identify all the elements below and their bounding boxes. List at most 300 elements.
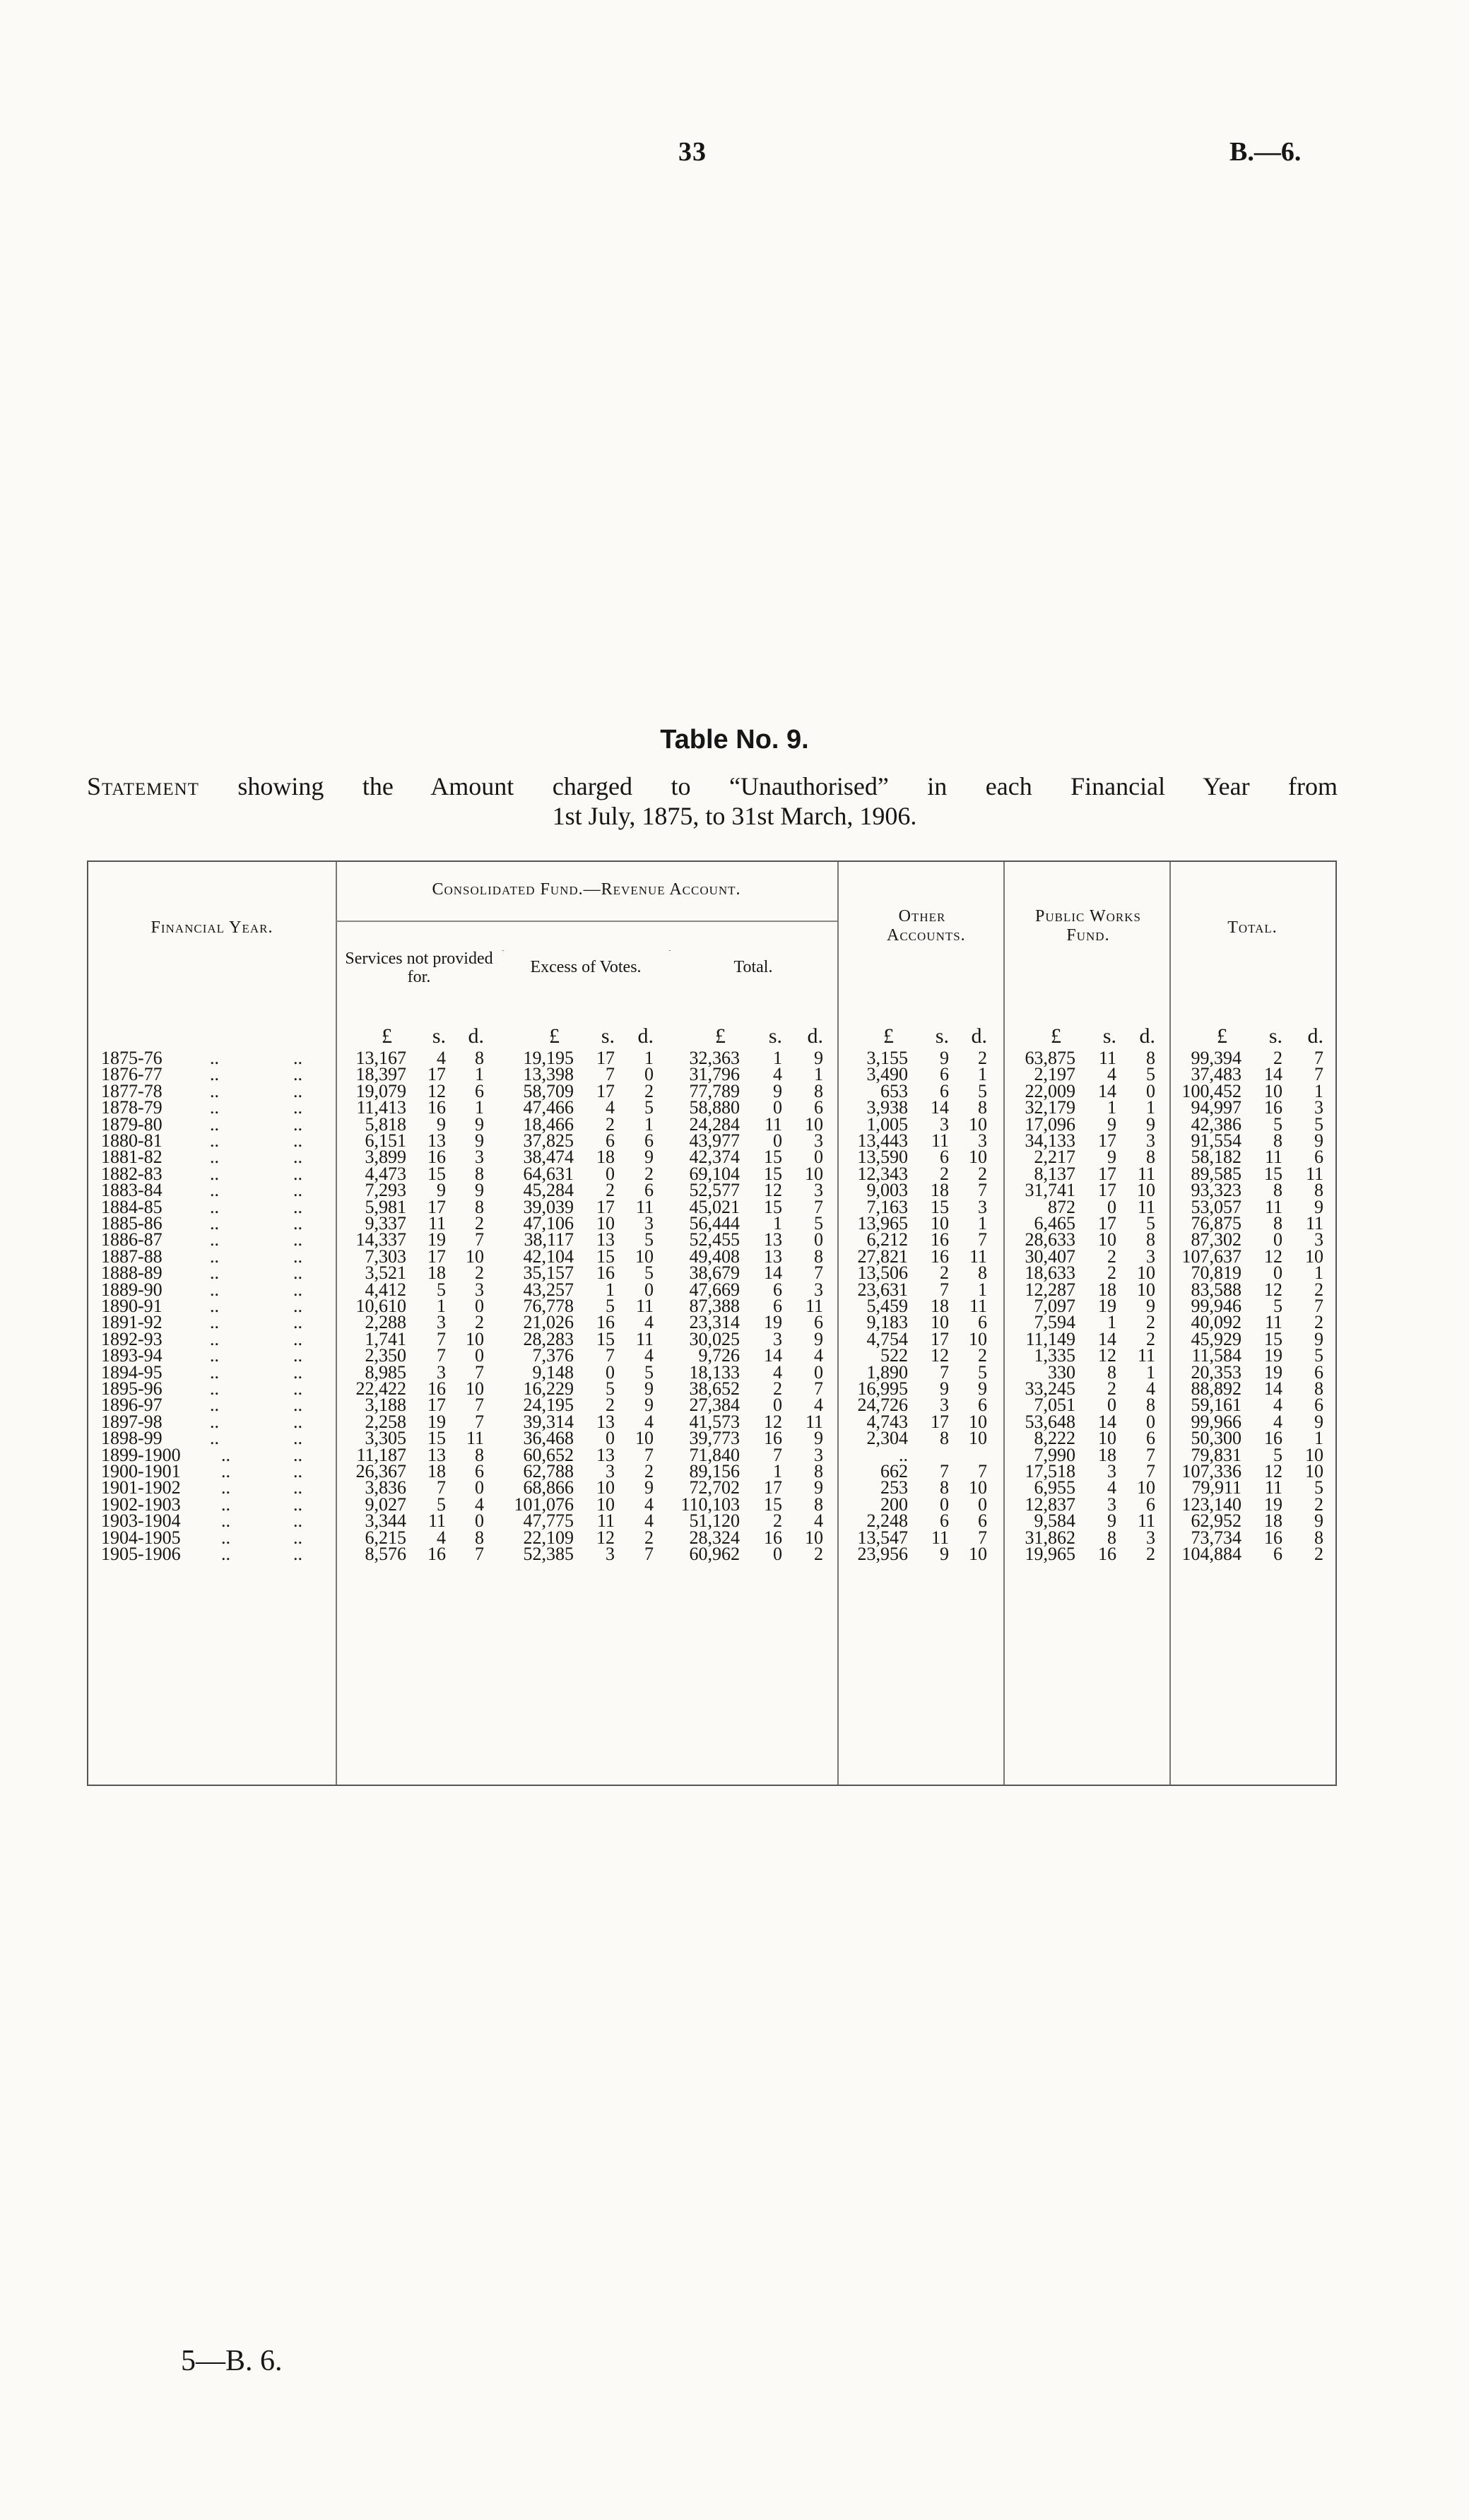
- cell-shillings: 4: [437, 1048, 446, 1068]
- row-leader: ..: [210, 1196, 219, 1217]
- cell-shillings: 15: [764, 1196, 782, 1217]
- row-leader: ..: [210, 1361, 219, 1383]
- row-leader: ..: [293, 1395, 302, 1416]
- unit-pence-0: d.: [468, 1024, 484, 1048]
- cell-pounds: 43,257: [523, 1279, 574, 1300]
- cell-pounds: 3,836: [365, 1477, 406, 1498]
- row-leader: ..: [210, 1395, 219, 1416]
- cell-shillings: 1: [773, 1461, 782, 1481]
- cell-shillings: 16: [1264, 1097, 1282, 1118]
- cell-shillings: 2: [1107, 1378, 1116, 1399]
- cell-shillings: 9: [437, 1113, 446, 1135]
- cell-pence: 2: [1314, 1544, 1323, 1564]
- cell-pence: 8: [1146, 1229, 1155, 1250]
- cell-pence: 6: [644, 1130, 654, 1151]
- cell-pence: 5: [814, 1213, 823, 1234]
- cell-pence: 5: [1314, 1113, 1323, 1135]
- cell-pence: 8: [475, 1527, 484, 1548]
- cell-shillings: 6: [606, 1130, 615, 1151]
- row-leader: ..: [293, 1477, 302, 1498]
- cell-pounds: 36,468: [523, 1428, 574, 1449]
- cell-pence: 10: [969, 1544, 987, 1564]
- cell-pounds: 872: [1048, 1196, 1075, 1217]
- cell-pounds: 38,474: [523, 1147, 574, 1168]
- cell-pounds: 26,367: [355, 1461, 406, 1481]
- cell-pence: 9: [1146, 1113, 1155, 1135]
- cell-shillings: 12: [1098, 1345, 1116, 1366]
- cell-shillings: 2: [1107, 1246, 1116, 1267]
- cell-shillings: 0: [773, 1395, 782, 1416]
- table-row: [88, 1510, 1335, 1532]
- cell-shillings: 4: [773, 1064, 782, 1085]
- cell-pounds: 24,284: [689, 1113, 740, 1135]
- cell-pence: 10: [805, 1163, 823, 1184]
- cell-pence: 7: [978, 1527, 987, 1548]
- cell-pounds: 89,585: [1191, 1163, 1241, 1184]
- cell-pence: 11: [1137, 1163, 1155, 1184]
- cell-pounds: 4,473: [365, 1163, 406, 1184]
- cell-pounds: 7,051: [1034, 1395, 1075, 1416]
- cell-pounds: 7,376: [532, 1345, 574, 1366]
- cell-shillings: 5: [1273, 1296, 1282, 1316]
- cell-pence: 2: [475, 1213, 484, 1234]
- cell-pence: 7: [644, 1544, 654, 1564]
- cell-shillings: 18: [1264, 1510, 1282, 1532]
- cell-pence: 10: [805, 1527, 823, 1548]
- cell-shillings: 18: [596, 1147, 615, 1168]
- cell-pence: 9: [814, 1048, 823, 1068]
- cell-shillings: 8: [1107, 1361, 1116, 1383]
- table-row: [88, 1147, 1335, 1168]
- cell-shillings: 9: [773, 1080, 782, 1101]
- row-leader: ..: [210, 1097, 219, 1118]
- cell-pence: 3: [814, 1444, 823, 1465]
- cell-shillings: 16: [427, 1378, 446, 1399]
- cell-pounds: 73,734: [1191, 1527, 1241, 1548]
- cell-shillings: 17: [931, 1328, 949, 1349]
- cell-pence: 9: [644, 1395, 654, 1416]
- row-leader: ..: [293, 1213, 302, 1234]
- row-year: 1888-89: [101, 1262, 163, 1284]
- cell-shillings: 12: [427, 1080, 446, 1101]
- cell-pounds: 58,182: [1191, 1147, 1241, 1168]
- cell-shillings: 19: [1098, 1296, 1116, 1316]
- cell-shillings: 19: [1264, 1361, 1282, 1383]
- cell-shillings: 0: [1107, 1196, 1116, 1217]
- cell-pounds: 662: [880, 1461, 908, 1481]
- cell-pounds: 47,466: [523, 1097, 574, 1118]
- cell-shillings: 1: [773, 1213, 782, 1234]
- table-row: [88, 1395, 1335, 1416]
- cell-pence: 8: [814, 1493, 823, 1515]
- cell-pence: 5: [644, 1229, 654, 1250]
- statement-line-2: 1st July, 1875, to 31st March, 1906.: [552, 802, 917, 830]
- row-year: 1884-85: [101, 1196, 163, 1217]
- cell-pence: 7: [978, 1461, 987, 1481]
- cell-pounds: 52,455: [689, 1229, 740, 1250]
- cell-shillings: 15: [931, 1196, 949, 1217]
- cell-pounds: 2,258: [365, 1411, 406, 1432]
- cell-shillings: 13: [596, 1411, 615, 1432]
- header-financial-year: Financial Year.: [151, 918, 273, 937]
- row-year: 1879-80: [101, 1113, 163, 1135]
- cell-pounds: 58,709: [523, 1080, 574, 1101]
- cell-pence: 8: [475, 1048, 484, 1068]
- cell-pounds: 76,778: [523, 1296, 574, 1316]
- unit-shilling-2: s.: [768, 1024, 782, 1048]
- cell-shillings: 3: [1107, 1461, 1116, 1481]
- row-leader: ..: [210, 1147, 219, 1168]
- cell-shillings: 12: [1264, 1246, 1282, 1267]
- cell-shillings: 13: [427, 1444, 446, 1465]
- cell-pence: 9: [644, 1147, 654, 1168]
- cell-pounds: 9,027: [365, 1493, 406, 1515]
- cell-shillings: 19: [1264, 1493, 1282, 1515]
- cell-pence: 8: [814, 1246, 823, 1267]
- cell-pence: 9: [978, 1378, 987, 1399]
- cell-pounds: 49,408: [689, 1246, 740, 1267]
- cell-shillings: 12: [764, 1180, 782, 1201]
- cell-pence: 10: [466, 1246, 484, 1267]
- cell-pence: 3: [978, 1130, 987, 1151]
- row-leader: ..: [210, 1113, 219, 1135]
- cell-shillings: 0: [606, 1361, 615, 1383]
- cell-shillings: 18: [931, 1296, 949, 1316]
- row-leader: ..: [221, 1544, 230, 1564]
- cell-pounds: 70,819: [1191, 1262, 1241, 1284]
- cell-pounds: 522: [880, 1345, 908, 1366]
- cell-pounds: 28,633: [1025, 1229, 1075, 1250]
- row-year: 1881-82: [101, 1147, 163, 1168]
- unit-pence-4: d.: [1139, 1024, 1155, 1048]
- cell-pence: 10: [805, 1113, 823, 1135]
- cell-pence: 5: [1146, 1213, 1155, 1234]
- cell-shillings: 9: [1107, 1510, 1116, 1532]
- cell-pence: 1: [475, 1097, 484, 1118]
- cell-pounds: 38,679: [689, 1262, 740, 1284]
- cell-pence: 2: [1146, 1544, 1155, 1564]
- cell-shillings: 3: [606, 1544, 615, 1564]
- cell-pence: 10: [1305, 1444, 1323, 1465]
- row-leader: ..: [293, 1428, 302, 1449]
- cell-pounds: 9,584: [1034, 1510, 1075, 1532]
- cell-pence: 3: [475, 1147, 484, 1168]
- cell-shillings: 0: [773, 1130, 782, 1151]
- cell-shillings: 16: [931, 1229, 949, 1250]
- cell-shillings: 13: [596, 1444, 615, 1465]
- cell-pence: 6: [644, 1180, 654, 1201]
- row-leader: ..: [210, 1328, 219, 1349]
- cell-shillings: 16: [1264, 1527, 1282, 1548]
- cell-pence: 6: [1314, 1147, 1323, 1168]
- cell-pence: 8: [1146, 1048, 1155, 1068]
- row-year: 1889-90: [101, 1279, 163, 1300]
- cell-pence: 11: [1137, 1510, 1155, 1532]
- cell-pence: 3: [814, 1180, 823, 1201]
- cell-pence: 11: [1305, 1213, 1323, 1234]
- cell-pence: 8: [1314, 1378, 1323, 1399]
- cell-shillings: 4: [606, 1097, 615, 1118]
- cell-pounds: 21,026: [523, 1312, 574, 1333]
- cell-shillings: 15: [764, 1163, 782, 1184]
- cell-shillings: 10: [1098, 1428, 1116, 1449]
- cell-pence: 8: [814, 1080, 823, 1101]
- cell-shillings: 0: [606, 1163, 615, 1184]
- cell-shillings: 17: [427, 1064, 446, 1085]
- unit-pence-1: d.: [637, 1024, 654, 1048]
- cell-shillings: 6: [940, 1147, 949, 1168]
- row-leader: ..: [293, 1097, 302, 1118]
- cell-shillings: 16: [764, 1428, 782, 1449]
- cell-shillings: 16: [1264, 1428, 1282, 1449]
- row-leader: ..: [293, 1328, 302, 1349]
- cell-pence: 10: [969, 1411, 987, 1432]
- unit-shilling-0: s.: [432, 1024, 446, 1048]
- cell-pounds: 3,490: [866, 1064, 908, 1085]
- cell-pounds: 88,892: [1191, 1378, 1241, 1399]
- cell-pounds: 41,573: [689, 1411, 740, 1432]
- cell-pence: 1: [475, 1064, 484, 1085]
- row-leader: ..: [210, 1378, 219, 1399]
- cell-pounds: 35,157: [523, 1262, 574, 1284]
- cell-pence: 6: [978, 1510, 987, 1532]
- cell-shillings: 10: [931, 1213, 949, 1234]
- cell-pounds: 27,384: [689, 1395, 740, 1416]
- cell-pounds: 13,443: [857, 1130, 908, 1151]
- cell-shillings: 3: [437, 1361, 446, 1383]
- cell-pounds: 12,287: [1025, 1279, 1075, 1300]
- cell-pounds: 38,652: [689, 1378, 740, 1399]
- cell-pounds: 11,584: [1191, 1345, 1241, 1366]
- cell-shillings: 5: [1273, 1444, 1282, 1465]
- cell-pounds: 30,025: [689, 1328, 740, 1349]
- cell-pounds: 31,796: [689, 1064, 740, 1085]
- cell-pounds: 72,702: [689, 1477, 740, 1498]
- cell-shillings: 17: [1098, 1180, 1116, 1201]
- cell-pence: 10: [466, 1328, 484, 1349]
- cell-pence: 7: [475, 1395, 484, 1416]
- cell-pounds: 6,465: [1034, 1213, 1075, 1234]
- cell-shillings: 8: [940, 1477, 949, 1498]
- cell-pence: 4: [644, 1493, 654, 1515]
- cell-shillings: 17: [1098, 1163, 1116, 1184]
- cell-pounds: 8,137: [1034, 1163, 1075, 1184]
- row-leader: ..: [293, 1312, 302, 1333]
- cell-shillings: 11: [1264, 1147, 1282, 1168]
- cell-pounds: 100,452: [1181, 1080, 1241, 1101]
- row-leader: ..: [293, 1444, 302, 1465]
- cell-pence: 2: [814, 1544, 823, 1564]
- cell-pence: 5: [978, 1080, 987, 1101]
- row-leader: ..: [293, 1196, 302, 1217]
- header-consolidated-fund: Consolidated Fund.—Revenue Account.: [432, 880, 741, 899]
- cell-pence: 11: [969, 1296, 987, 1316]
- cell-pounds: 1,005: [866, 1113, 908, 1135]
- table-title: Table No. 9.: [660, 725, 809, 755]
- cell-pounds: 17,518: [1025, 1461, 1075, 1481]
- cell-pounds: 50,300: [1191, 1428, 1241, 1449]
- cell-pounds: 32,363: [689, 1048, 740, 1068]
- table-row: [88, 1099, 1335, 1116]
- cell-pounds: 5,459: [866, 1296, 908, 1316]
- cell-pounds: 42,374: [689, 1147, 740, 1168]
- cell-shillings: 19: [427, 1229, 446, 1250]
- row-year: 1896-97: [101, 1395, 163, 1416]
- cell-pounds: 7,594: [1034, 1312, 1075, 1333]
- cell-pence: 2: [475, 1262, 484, 1284]
- cell-pence: 10: [1305, 1461, 1323, 1481]
- cell-pence: 1: [978, 1213, 987, 1234]
- row-leader: ..: [210, 1229, 219, 1250]
- cell-shillings: 7: [437, 1477, 446, 1498]
- cell-pounds: 30,407: [1025, 1246, 1075, 1267]
- cell-shillings: 8: [1273, 1213, 1282, 1234]
- cell-pence: 10: [466, 1378, 484, 1399]
- cell-pence: 2: [978, 1345, 987, 1366]
- cell-pounds: 5,818: [365, 1113, 406, 1135]
- cell-pounds: 51,120: [689, 1510, 740, 1532]
- cell-shillings: 2: [773, 1510, 782, 1532]
- row-year: 1890-91: [101, 1296, 163, 1316]
- row-year: 1902-1903: [101, 1493, 181, 1515]
- row-leader: ..: [221, 1444, 230, 1465]
- cell-pounds: 123,140: [1181, 1493, 1241, 1515]
- cell-pounds: 7,990: [1034, 1444, 1075, 1465]
- cell-pence: 2: [644, 1163, 654, 1184]
- cell-pence: 10: [969, 1428, 987, 1449]
- cell-pounds: 23,314: [689, 1312, 740, 1333]
- cell-pence: 5: [644, 1097, 654, 1118]
- cell-shillings: 19: [764, 1312, 782, 1333]
- cell-pounds: 20,353: [1191, 1361, 1241, 1383]
- cell-pounds: 19,965: [1025, 1544, 1075, 1564]
- cell-pence: 11: [1137, 1196, 1155, 1217]
- cell-pounds: 107,336: [1181, 1461, 1241, 1481]
- cell-shillings: 5: [606, 1296, 615, 1316]
- unit-pound-3: £: [883, 1024, 894, 1048]
- row-leader: ..: [293, 1180, 302, 1201]
- cell-pounds: 2,217: [1034, 1147, 1075, 1168]
- cell-shillings: 1: [773, 1048, 782, 1068]
- row-year: 1887-88: [101, 1246, 163, 1267]
- cell-pence: 1: [1146, 1097, 1155, 1118]
- cell-pence: 5: [644, 1361, 654, 1383]
- cell-shillings: 3: [1107, 1493, 1116, 1515]
- cell-shillings: 14: [1264, 1378, 1282, 1399]
- cell-pounds: 79,831: [1191, 1444, 1241, 1465]
- cell-pounds: 93,323: [1191, 1180, 1241, 1201]
- cell-pounds: 6,955: [1034, 1477, 1075, 1498]
- cell-pence: 7: [475, 1411, 484, 1432]
- cell-shillings: 15: [596, 1246, 615, 1267]
- cell-shillings: 12: [764, 1411, 782, 1432]
- cell-shillings: 4: [1107, 1064, 1116, 1085]
- row-year: 1876-77: [101, 1064, 163, 1085]
- cell-pounds: 68,866: [523, 1477, 574, 1498]
- cell-shillings: 15: [596, 1328, 615, 1349]
- cell-pounds: 31,862: [1025, 1527, 1075, 1548]
- cell-shillings: 5: [1273, 1113, 1282, 1135]
- cell-shillings: 2: [773, 1378, 782, 1399]
- cell-shillings: 1: [1107, 1097, 1116, 1118]
- cell-pounds: 8,985: [365, 1361, 406, 1383]
- cell-shillings: 3: [437, 1312, 446, 1333]
- cell-pounds: 3,521: [365, 1262, 406, 1284]
- row-leader: ..: [293, 1080, 302, 1101]
- cell-pence: 8: [978, 1097, 987, 1118]
- cell-pounds: 3,899: [365, 1147, 406, 1168]
- cell-pence: 3: [1146, 1527, 1155, 1548]
- row-leader: ..: [221, 1461, 230, 1481]
- cell-pence: 2: [978, 1163, 987, 1184]
- cell-shillings: 18: [427, 1461, 446, 1481]
- unit-pound-4: £: [1051, 1024, 1061, 1048]
- cell-pounds: 79,911: [1191, 1477, 1241, 1498]
- row-year: 1901-1902: [101, 1477, 181, 1498]
- cell-pence: 2: [1314, 1493, 1323, 1515]
- cell-pence: 9: [475, 1180, 484, 1201]
- cell-pounds: 107,637: [1181, 1246, 1241, 1267]
- row-leader: ..: [293, 1147, 302, 1168]
- cell-pounds: 69,104: [689, 1163, 740, 1184]
- cell-shillings: 2: [1107, 1262, 1116, 1284]
- cell-pounds: 9,337: [365, 1213, 406, 1234]
- statement-lead: Statement: [87, 772, 199, 800]
- cell-pounds: 76,875: [1191, 1213, 1241, 1234]
- cell-pounds: 12,343: [857, 1163, 908, 1184]
- cell-pounds: 4,743: [866, 1411, 908, 1432]
- table-row: [88, 1345, 1335, 1366]
- cell-shillings: 16: [427, 1147, 446, 1168]
- cell-shillings: 15: [427, 1428, 446, 1449]
- cell-pence: 0: [475, 1510, 484, 1532]
- row-leader: ..: [221, 1477, 230, 1498]
- cell-shillings: 11: [1264, 1196, 1282, 1217]
- cell-shillings: 7: [940, 1361, 949, 1383]
- data-table: [87, 860, 1337, 1786]
- cell-shillings: 14: [764, 1345, 782, 1366]
- row-leader: ..: [210, 1130, 219, 1151]
- cell-pence: 9: [1314, 1328, 1323, 1349]
- cell-shillings: 15: [1264, 1328, 1282, 1349]
- cell-shillings: 18: [1098, 1279, 1116, 1300]
- cell-shillings: 14: [1098, 1328, 1116, 1349]
- cell-pounds: 12,837: [1025, 1493, 1075, 1515]
- cell-pounds: 9,183: [866, 1312, 908, 1333]
- row-leader: ..: [293, 1361, 302, 1383]
- cell-pence: 8: [1314, 1527, 1323, 1548]
- cell-pounds: 5,981: [365, 1196, 406, 1217]
- cell-shillings: 9: [940, 1048, 949, 1068]
- cell-pounds: 13,398: [523, 1064, 574, 1085]
- cell-pence: 11: [1305, 1163, 1323, 1184]
- cell-shillings: 14: [1264, 1064, 1282, 1085]
- row-year: 1900-1901: [101, 1461, 181, 1481]
- cell-shillings: 19: [427, 1411, 446, 1432]
- cell-shillings: 16: [427, 1097, 446, 1118]
- header-subtotal: Total.: [733, 958, 773, 976]
- cell-shillings: 17: [427, 1196, 446, 1217]
- cell-pounds: 40,092: [1191, 1312, 1241, 1333]
- table-row: [88, 1231, 1335, 1248]
- cell-shillings: 10: [596, 1477, 615, 1498]
- row-leader: ..: [210, 1180, 219, 1201]
- table-row: [88, 1262, 1335, 1284]
- cell-shillings: 4: [1273, 1411, 1282, 1432]
- cell-shillings: 18: [1098, 1444, 1116, 1465]
- cell-shillings: 2: [606, 1395, 615, 1416]
- cell-pence: 1: [644, 1113, 654, 1135]
